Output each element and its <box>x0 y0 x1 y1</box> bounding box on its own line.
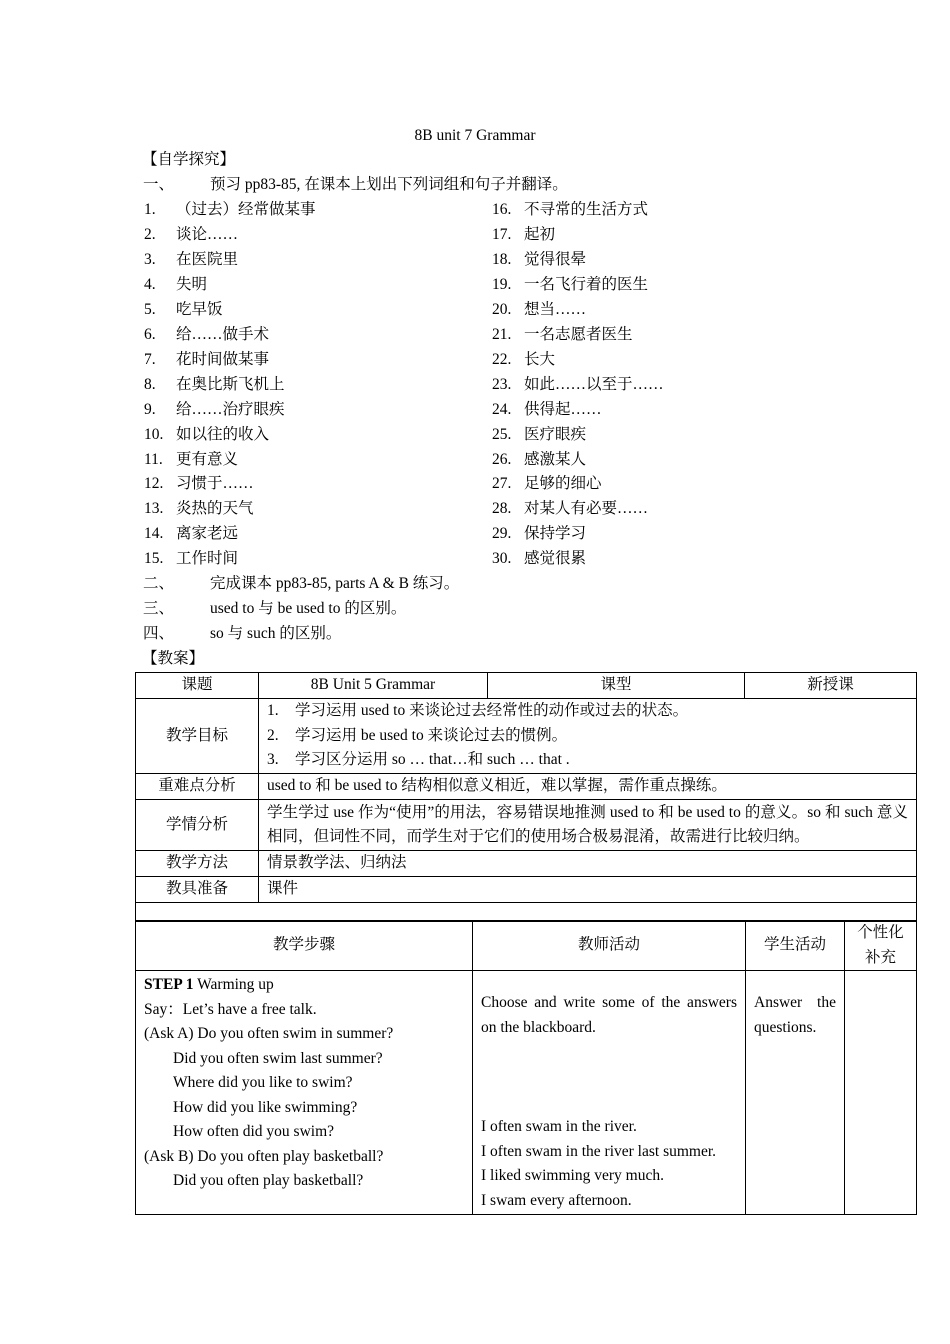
phrase-item <box>492 325 633 345</box>
phrase-number: 8. <box>144 375 156 393</box>
learner-row <box>136 800 917 851</box>
phrase-text: 想当…… <box>524 300 587 318</box>
phrase-text: （过去）经常做某事 <box>176 201 316 218</box>
header-student: 学生活动 <box>746 921 845 971</box>
phrase-item <box>144 499 254 519</box>
difficulty-row <box>136 774 917 800</box>
difficulty-label: 重难点分析 <box>136 774 259 800</box>
phrase-text: 给……治疗眼疾 <box>176 400 285 418</box>
teacher-answer: I often swam in the river last summer. <box>481 1142 717 1160</box>
phrase-text: 一名志愿者医生 <box>524 325 633 343</box>
goal-number: 3. <box>267 751 279 769</box>
phrase-item <box>492 200 648 220</box>
phrase-text: 谈论…… <box>176 225 239 243</box>
phrase-text: 失明 <box>176 275 208 293</box>
section-4-number: 四、 <box>143 625 175 642</box>
learner-label: 学情分析 <box>136 800 259 851</box>
phrase-text: 感激某人 <box>524 450 587 468</box>
goal-number: 2. <box>267 726 279 744</box>
goal-text: 学习运用 used to 来谈论过去经常性的动作或过去的状态。 <box>295 702 689 720</box>
phrase-item <box>492 275 648 295</box>
phrase-text: 如此……以至于…… <box>524 375 664 393</box>
phrase-text: 给……做手术 <box>176 325 270 343</box>
self-study-heading: 【自学探究】 <box>142 151 236 168</box>
phrase-text: 医疗眼疾 <box>524 425 587 443</box>
teacher-answer: I swam every afternoon. <box>481 1191 632 1209</box>
phrase-text: 离家老远 <box>176 525 239 543</box>
section-1-number: 一、 <box>143 176 175 193</box>
method-label: 教学方法 <box>136 851 259 877</box>
document-title: 8B unit 7 Grammar <box>414 127 536 144</box>
phrase-number: 16. <box>492 201 512 218</box>
phrase-item <box>492 225 555 245</box>
method-value: 情景教学法、归纳法 <box>259 851 917 877</box>
student-activity-cell: Answer the questions. <box>746 971 845 1215</box>
step-line: How often did you swim? <box>173 1123 335 1140</box>
phrase-number: 17. <box>492 225 512 243</box>
phrase-text: 更有意义 <box>176 450 239 468</box>
phrase-text: 觉得很晕 <box>524 250 587 268</box>
personal-cell <box>845 971 917 1215</box>
phrase-number: 14. <box>144 525 164 543</box>
phrase-item <box>492 250 586 270</box>
step-1-cell <box>136 971 473 1215</box>
phrase-text: 吃早饭 <box>176 300 223 318</box>
spacer-row <box>136 903 917 922</box>
phrase-text: 炎热的天气 <box>176 500 254 518</box>
phrase-item <box>144 474 254 494</box>
phrase-text: 在医院里 <box>176 250 239 268</box>
topic-row <box>136 673 917 699</box>
phrase-text: 足够的细心 <box>524 475 602 493</box>
phrase-number: 23. <box>492 375 512 393</box>
method-row <box>136 851 917 877</box>
phrase-item <box>144 425 269 445</box>
phrase-text: 一名飞行着的医生 <box>524 275 649 293</box>
phrase-item <box>144 350 269 370</box>
phrase-number: 5. <box>144 300 156 318</box>
teacher-answers <box>481 1115 737 1213</box>
section-3-number: 三、 <box>143 600 175 617</box>
phrase-number: 12. <box>144 475 164 493</box>
phrase-text: 不寻常的生活方式 <box>524 201 649 218</box>
phrase-number: 15. <box>144 550 164 568</box>
phrase-number: 3. <box>144 250 156 268</box>
phrase-item <box>144 450 238 470</box>
goal-item <box>267 724 908 749</box>
teacher-answer: I liked swimming very much. <box>481 1167 664 1184</box>
phrase-number: 27. <box>492 475 512 493</box>
goals-cell <box>259 699 917 774</box>
section-4 <box>143 624 341 644</box>
phrase-number: 24. <box>492 400 512 418</box>
steps-header-row <box>136 921 917 971</box>
phrase-item <box>144 325 269 345</box>
phrase-item <box>492 425 586 445</box>
goals-label: 教学目标 <box>136 699 259 774</box>
teacher-activity-cell <box>473 971 746 1215</box>
header-personal: 个性化补充 <box>845 921 917 971</box>
type-value: 新授课 <box>745 673 917 699</box>
phrase-item <box>144 225 238 245</box>
section-3 <box>143 599 406 619</box>
phrase-number: 28. <box>492 500 512 518</box>
step-line: Where did you like to swim? <box>173 1074 353 1091</box>
phrase-item <box>492 300 586 320</box>
phrase-item <box>144 275 207 295</box>
phrase-text: 习惯于…… <box>176 475 254 493</box>
step-1-row <box>136 971 917 1215</box>
step-1-title <box>144 973 464 998</box>
phrase-text: 起初 <box>524 225 556 243</box>
section-2 <box>143 574 459 594</box>
phrase-number: 4. <box>144 275 156 293</box>
difficulty-text: used to 和 be used to 结构相似意义相近，难以掌握，需作重点操练。 <box>259 774 917 800</box>
goal-item <box>267 748 908 773</box>
section-2-number: 二、 <box>143 575 175 592</box>
phrase-text: 供得起…… <box>524 400 602 418</box>
section-2-text: 完成课本 pp83-85, parts A & B 练习。 <box>210 575 460 592</box>
phrase-number: 13. <box>144 500 164 518</box>
phrase-item <box>144 250 238 270</box>
phrase-number: 25. <box>492 425 512 443</box>
topic-value: 8B Unit 5 Grammar <box>259 673 488 699</box>
tools-value: 课件 <box>259 877 917 903</box>
type-label: 课型 <box>488 673 745 699</box>
phrase-text: 长大 <box>524 350 556 368</box>
step-line: Say：Let’s have a free talk. <box>144 1000 317 1018</box>
phrase-number: 19. <box>492 275 512 293</box>
goals-row <box>136 699 917 774</box>
phrase-item <box>144 549 238 569</box>
goal-number: 1. <box>267 702 279 720</box>
phrase-item <box>144 524 238 544</box>
goal-item <box>267 699 908 724</box>
phrase-number: 18. <box>492 250 512 268</box>
step-line: (Ask B) Do you often play basketball? <box>144 1147 384 1165</box>
phrase-item <box>492 499 648 519</box>
phrase-number: 30. <box>492 550 512 568</box>
step-1-label: STEP 1 <box>144 976 194 993</box>
goal-text: 学习区分运用 so … that…和 such … that . <box>295 751 570 769</box>
header-steps: 教学步骤 <box>136 921 473 971</box>
section-3-text: used to 与 be used to 的区别。 <box>210 600 407 617</box>
topic-label: 课题 <box>136 673 259 699</box>
learner-text: 学生学过 use 作为“使用”的用法，容易错误地推测 used to 和 be used to 的意义。so 和 such 意义相同，但词性不同，而学生对于它们的使用场合极易混淆，故需进行比较归纳。 <box>259 800 917 851</box>
teacher-gap <box>481 1040 737 1115</box>
phrase-item <box>144 375 285 395</box>
phrase-text: 保持学习 <box>524 525 587 543</box>
section-1 <box>143 175 568 195</box>
section-4-text: so 与 such 的区别。 <box>210 625 342 642</box>
phrase-item <box>144 300 223 320</box>
lesson-plan-heading: 【教案】 <box>142 650 205 667</box>
step-line: How did you like swimming? <box>173 1098 358 1116</box>
phrase-number: 7. <box>144 350 156 368</box>
phrase-number: 22. <box>492 350 512 368</box>
teacher-answer: I often swam in the river. <box>481 1118 637 1135</box>
phrase-number: 29. <box>492 525 512 543</box>
spacer-cell <box>136 903 917 922</box>
section-1-text: 预习 pp83-85, 在课本上划出下列词组和句子并翻译。 <box>210 176 568 193</box>
phrase-text: 感觉很累 <box>524 550 587 568</box>
phrase-number: 2. <box>144 225 156 243</box>
phrase-number: 11. <box>144 450 163 468</box>
phrase-number: 20. <box>492 300 512 318</box>
phrase-number: 6. <box>144 325 156 343</box>
phrase-item <box>144 200 316 220</box>
phrase-number: 9. <box>144 400 156 418</box>
phrase-text: 如以往的收入 <box>176 425 270 443</box>
phrase-item <box>492 350 555 370</box>
tools-label: 教具准备 <box>136 877 259 903</box>
phrase-item <box>492 474 602 494</box>
phrase-item <box>492 375 664 395</box>
phrase-number: 10. <box>144 425 164 443</box>
goal-text: 学习运用 be used to 来谈论过去的惯例。 <box>295 726 568 744</box>
phrase-item <box>144 400 285 420</box>
step-1-name: Warming up <box>193 976 274 993</box>
phrase-item <box>492 400 602 420</box>
phrase-item <box>492 524 586 544</box>
step-line: Did you often swim last summer? <box>173 1049 383 1067</box>
phrase-item <box>492 549 586 569</box>
header-teacher: 教师活动 <box>473 921 746 971</box>
step-1-lines <box>144 998 464 1194</box>
step-line: Did you often play basketball? <box>173 1172 364 1189</box>
phrase-number: 21. <box>492 325 512 343</box>
lesson-plan-table <box>135 672 917 922</box>
phrase-text: 工作时间 <box>176 550 239 568</box>
phrase-text: 花时间做某事 <box>176 350 270 368</box>
teacher-intro: Choose and write some of the answers on the blackboard. <box>481 994 737 1036</box>
phrase-number: 1. <box>144 201 156 218</box>
step-line: (Ask A) Do you often swim in summer? <box>144 1025 394 1042</box>
tools-row <box>136 877 917 903</box>
teaching-steps-table <box>135 920 917 1215</box>
phrase-number: 26. <box>492 450 512 468</box>
phrase-text: 在奥比斯飞机上 <box>176 375 285 393</box>
phrase-text: 对某人有必要…… <box>524 500 649 518</box>
phrase-item <box>492 450 586 470</box>
